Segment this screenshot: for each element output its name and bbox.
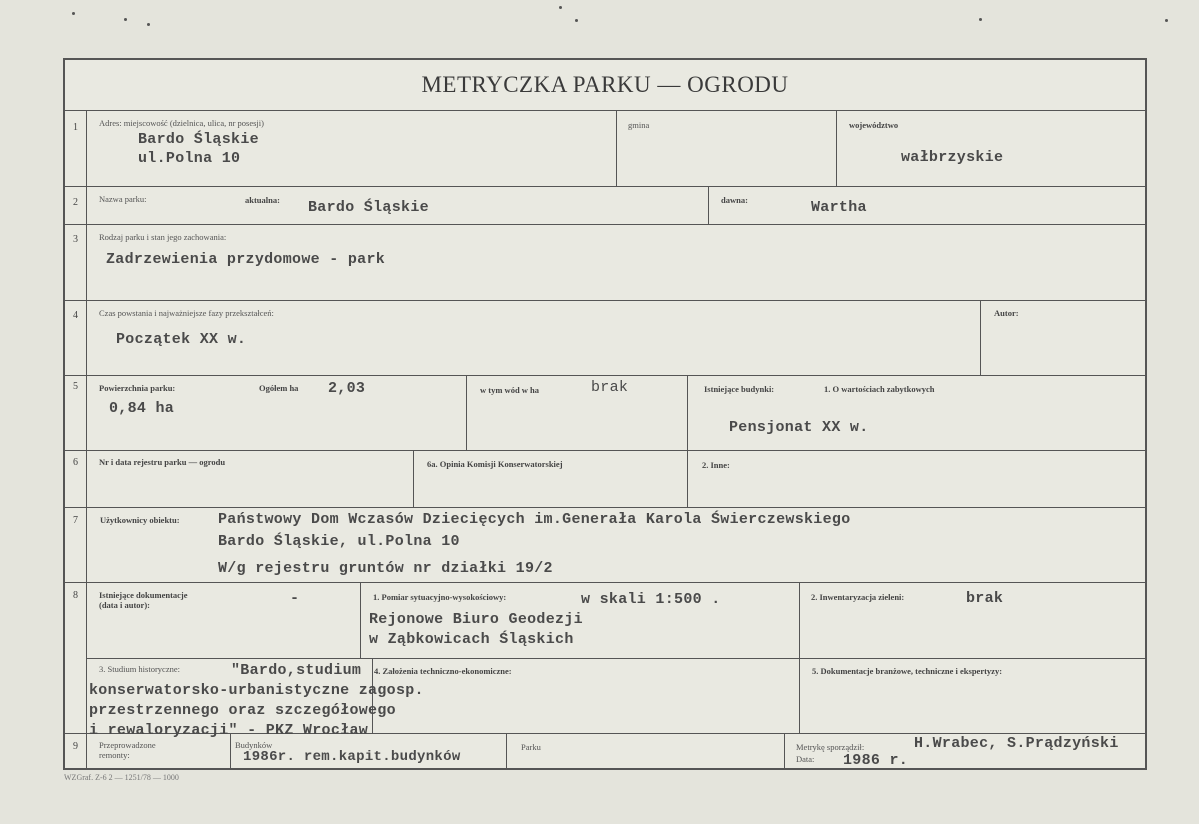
column-divider: [980, 300, 981, 375]
date-label: Data:: [796, 754, 815, 764]
column-divider: [708, 186, 709, 224]
row-number: 6: [73, 457, 78, 468]
row-number: 1: [73, 122, 78, 133]
row-divider: [65, 507, 1145, 508]
author-label: Autor:: [994, 308, 1019, 318]
total-area-label: Ogółem ha: [259, 383, 299, 393]
survey-label: 1. Pomiar sytuacyjno-wysokościowy:: [373, 592, 507, 602]
row-divider: [65, 450, 1145, 451]
column-divider: [784, 733, 785, 770]
scan-speck: [72, 12, 75, 15]
row-divider: [65, 186, 1145, 187]
column-divider: [836, 110, 837, 186]
column-divider: [616, 110, 617, 186]
wojewodztwo-value: wałbrzyskie: [901, 149, 1004, 166]
conservation-commission-label: 6a. Opinia Komisji Konserwatorskiej: [427, 459, 563, 469]
row-number: 3: [73, 234, 78, 245]
former-name-value: Wartha: [811, 199, 867, 216]
address-label: Adres: miejscowość (dzielnica, ulica, nr posesji): [99, 118, 264, 128]
scan-speck: [559, 6, 562, 9]
park-renovation-label: Parku: [521, 742, 541, 752]
water-area-value: brak: [591, 379, 629, 396]
users-line-3: W/g rejestru gruntów nr działki 19/2: [218, 560, 553, 577]
current-name-value: Bardo Śląskie: [308, 199, 429, 216]
survey-value: w skali 1:500 . Rejonowe Biuro Geodezji w Ząbkowicach Śląskich: [369, 591, 721, 648]
prepared-by-label: Metrykę sporządził:: [796, 742, 865, 752]
total-area-value: 2,03: [328, 380, 366, 397]
buildings-renovation-value: 1986r. rem.kapit.budynków: [243, 749, 461, 765]
users-line-1: Państwowy Dom Wczasów Dziecięcych im.Generała Karola Świerczewskiego: [218, 511, 851, 528]
scan-speck: [979, 18, 982, 21]
park-area-value: 0,84 ha: [109, 400, 175, 417]
prepared-by-value: H.Wrabec, S.Prądzyński: [914, 735, 1119, 752]
scan-speck: [1165, 19, 1168, 22]
number-column-divider: [86, 110, 87, 770]
historical-study-value: "Bardo,studium konserwatorsko-urbanistyczne zagosp. przestrzennego oraz szczegółowego i rewaloryzacji" - PKZ Wrocław: [89, 662, 424, 739]
branch-docs-label: 5. Dokumentacje branżowe, techniczne i ekspertyzy:: [812, 666, 1003, 676]
wojewodztwo-label: województwo: [849, 120, 899, 130]
current-name-label: aktualna:: [245, 195, 280, 205]
row-divider: [65, 375, 1145, 376]
column-divider: [799, 582, 800, 733]
former-name-label: dawna:: [721, 195, 748, 205]
park-type-value: Zadrzewienia przydomowe - park: [106, 251, 386, 268]
park-type-label: Rodzaj parku i stan jego zachowania:: [99, 232, 227, 242]
column-divider: [687, 375, 688, 507]
park-area-label: Powierzchnia parku:: [99, 383, 176, 393]
row-number: 8: [73, 590, 78, 601]
column-divider: [506, 733, 507, 770]
creation-period-label: Czas powstania i najważniejsze fazy przekształceń:: [99, 308, 274, 318]
park-name-label: Nazwa parku:: [99, 194, 147, 204]
gmina-label: gmina: [628, 120, 650, 130]
other-buildings-label: 2. Inne:: [702, 460, 730, 470]
scan-speck: [575, 19, 578, 22]
column-divider: [360, 582, 361, 658]
row-divider: [65, 110, 1145, 111]
address-value: Bardo Śląskie ul.Polna 10: [138, 131, 259, 167]
creation-period-value: Początek XX w.: [116, 331, 247, 348]
record-card: [63, 58, 1147, 770]
users-line-2: Bardo Śląskie, ul.Polna 10: [218, 533, 460, 550]
monument-buildings-value: Pensjonat XX w.: [729, 419, 869, 436]
date-value: 1986 r.: [843, 752, 909, 769]
existing-docs-label: Istniejące dokumentacje (data i autor):: [99, 590, 188, 610]
historical-study-label: 3. Studium historyczne:: [99, 664, 180, 674]
row-divider: [86, 658, 1145, 659]
technical-economic-label: 4. Założenia techniczno-ekonomiczne:: [374, 666, 512, 676]
print-footer: WZGraf. Z-6 2 — 1251/78 — 1000: [64, 773, 179, 782]
row-divider: [65, 224, 1145, 225]
column-divider: [413, 450, 414, 507]
register-label: Nr i data rejestru parku — ogrodu: [99, 457, 226, 467]
greenery-inventory-label: 2. Inwentaryzacja zieleni:: [811, 592, 905, 602]
column-divider: [466, 375, 467, 450]
row-number: 5: [73, 381, 78, 392]
water-area-label: w tym wód w ha: [480, 385, 540, 395]
row-number: 7: [73, 515, 78, 526]
existing-docs-value: -: [290, 590, 300, 607]
document-title: METRYCZKA PARKU — OGRODU: [421, 72, 789, 97]
row-divider: [65, 582, 1145, 583]
row-divider: [65, 300, 1145, 301]
row-number: 4: [73, 310, 78, 321]
existing-buildings-label: Istniejące budynki:: [704, 384, 775, 394]
buildings-renovation-label: Budynków: [235, 740, 273, 750]
scan-speck: [147, 23, 150, 26]
row-number: 9: [73, 741, 78, 752]
row-number: 2: [73, 197, 78, 208]
users-label: Użytkownicy obiektu:: [100, 515, 180, 525]
monument-buildings-label: 1. O wartościach zabytkowych: [824, 384, 935, 394]
scan-speck: [124, 18, 127, 21]
greenery-inventory-value: brak: [966, 590, 1004, 607]
renovations-label: Przeprowadzone remonty:: [99, 740, 156, 760]
